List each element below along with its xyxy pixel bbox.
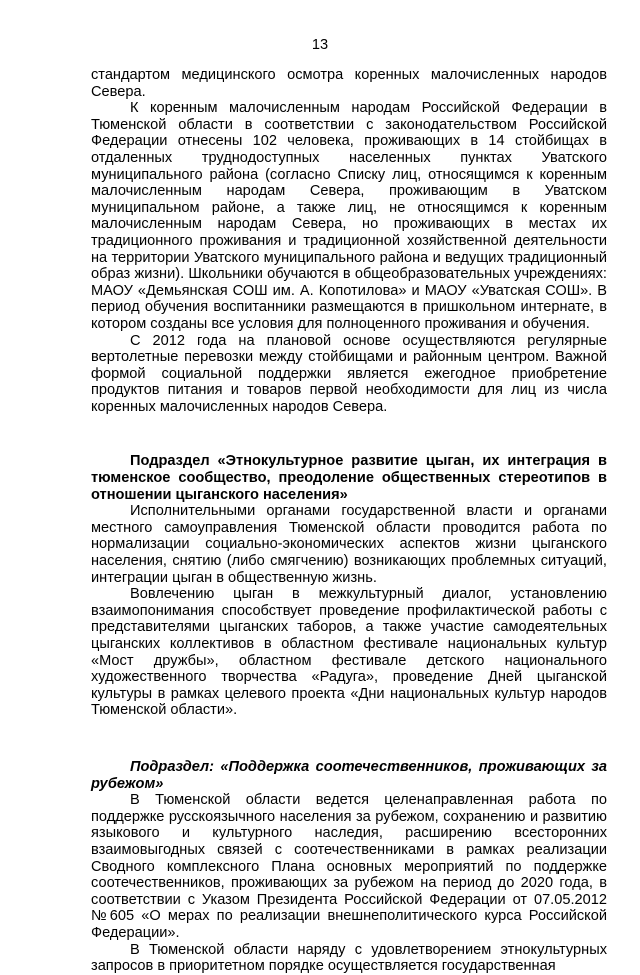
paragraph-helicopter-transport: С 2012 года на плановой основе осуществляются регулярные вертолетные перевозки между стойбищами и районным центром. Важной формой социальной поддержки является ежегодное приобретение продуктов питания и товаров первой необходимости для лиц из числа коренных малочисленных народов Севера.: [91, 332, 607, 415]
paragraph-roma-dialogue: Вовлечению цыган в межкультурный диалог, установлению взаимопонимания способствует проведение профилактической работы с представителями цыганских таборов, а также участие самодеятельных цыганских коллективов в областном фестивале национальных культур «Мост дружбы», областном фестивале детского национального художественного творчества «Радуга», проведение Дней цыганской культуры в рамках целевого проекта «Дни национальных культур народов Тюменской области».: [91, 586, 607, 719]
spacer: [91, 719, 607, 759]
spacer: [91, 415, 607, 453]
paragraph-indigenous-peoples: К коренным малочисленным народам Российской Федерации в Тюменской области в соответствии с законодательством Российской Федерации отнесены 102 человека, проживающих в 14 стойбищах в отдаленных труднодоступных населенных пунктах Уватского муниципального района (согласно Списку лиц, относящимся к коренным малочисленным народам Севера, проживающим в Уватском муниципальном районе, а также лиц, не относящимся к коренным малочисленным народам Севера, но проживающих в местах их традиционного проживания и традиционной хозяйственной деятельности на территории Уватского муниципального района и ведущих традиционный образ жизни). Школьники обучаются в общеобразовательных учреждениях: МАОУ «Демьянская СОШ им. А. Копотилова» и МАОУ «Уватская СОШ». В период обучения воспитанники размещаются в пришкольном интернате, в котором созданы все условия для полноценного проживания и обучения.: [91, 100, 607, 332]
document-body: [91, 67, 607, 975]
paragraph-ethnocultural-requests: В Тюменской области наряду с удовлетворением этнокультурных запросов в приоритетном порядке осуществляется государственная: [91, 941, 607, 975]
page-number: 13: [311, 37, 329, 53]
section-heading-roma: Подраздел «Этнокультурное развитие цыган, их интеграция в тюменское сообщество, преодоление общественных стереотипов в отношении цыганского населения»: [91, 453, 607, 503]
section-heading-compatriots: Подраздел: «Поддержка соотечественников, проживающих за рубежом»: [91, 758, 607, 792]
paragraph-compatriots-support: В Тюменской области ведется целенаправленная работа по поддержке русскоязычного населения за рубежом, сохранению и развитию языкового и культурного наследия, расширению всесторонних взаимовыгодных связей с соотечественниками в рамках реализации Сводного комплексного Плана основных мероприятий по поддержке соотечественников, проживающих за рубежом на период до 2020 года, в соответствии с Указом Президента Российской Федерации от 07.05.2012 №605 «О мерах по реализации внешнеполитического курса Российской Федерации».: [91, 792, 607, 941]
paragraph-roma-integration: Исполнительными органами государственной власти и органами местного самоуправления Тюменской области проводится работа по нормализации социально-экономических аспектов жизни цыганского населения, снятию (либо смягчению) возникающих проблемных ситуаций, интеграции цыган в общественную жизнь.: [91, 503, 607, 586]
paragraph-continued: стандартом медицинского осмотра коренных малочисленных народов Севера.: [91, 67, 607, 100]
